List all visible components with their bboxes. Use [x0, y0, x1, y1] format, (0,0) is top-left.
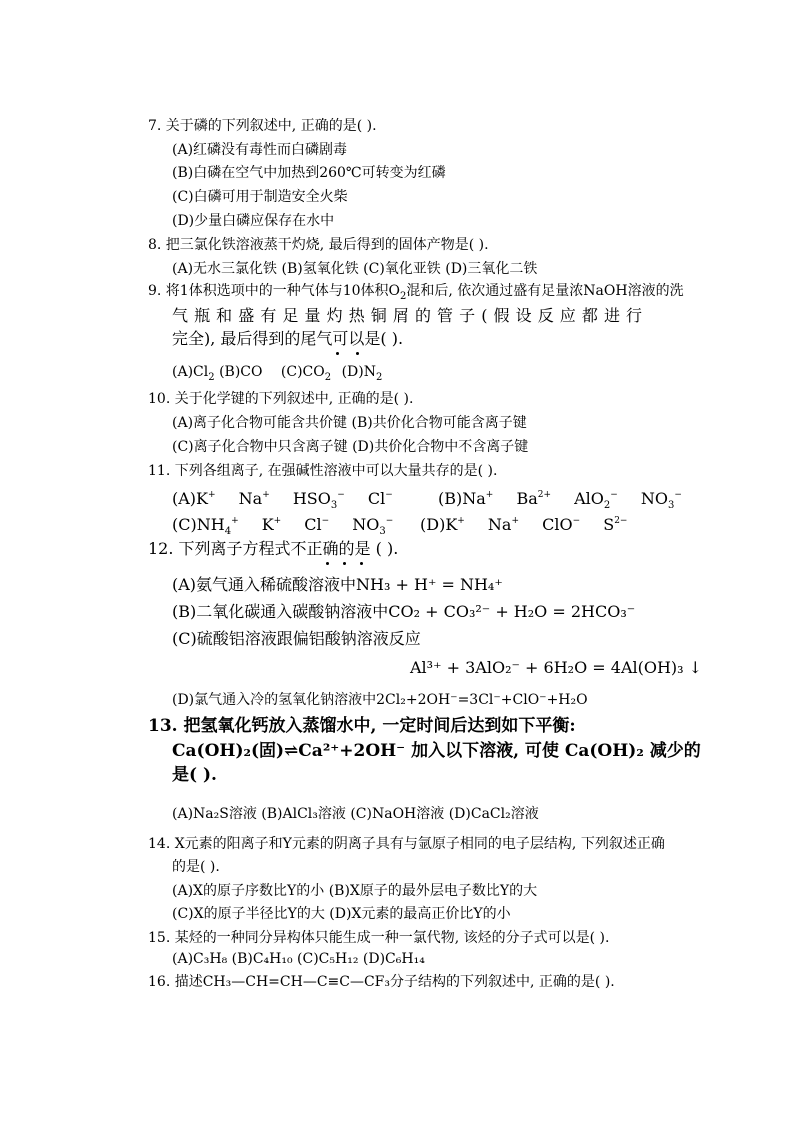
q16-stem: 16. 描述CH₃—CH=CH—C≡C—CF₃分子结构的下列叙述中, 正确的是( ). — [148, 974, 615, 990]
q13-stem: 13. 把氢氧化钙放入蒸馏水中, 一定时间后达到如下平衡: — [148, 716, 576, 736]
q13-equation: Ca(OH)₂(固)⇌Ca²⁺+2OH⁻ 加入以下溶液, 可使 Ca(OH)₂ 减少的 — [172, 741, 701, 761]
q12-option-b: (B)二氧化碳通入碳酸钠溶液中CO₂ + CO₃²⁻ + H₂O = 2HCO₃⁻ — [172, 602, 636, 621]
q9-stem: 9. 将1体积选项中的一种气体与10体积$O_2$混和后, 依次通过盛有足量浓NaOH溶液的洗 — [148, 283, 684, 302]
q9-options: $(A)Cl_2$ (B)CO $(C)CO_2$ $(D)N_2$ — [172, 364, 383, 383]
q12-option-d: (D)氯气通入冷的氢氧化钠溶液中2Cl₂+2OH⁻=3Cl⁻+ClO⁻+H₂O — [172, 692, 588, 708]
q11-option-a: (A)K+ Na+ $HSO_3^-$ Cl− — [172, 489, 393, 511]
emphasis-dot — [336, 352, 339, 355]
q13-options: (A)Na₂S溶液 (B)AlCl₃溶液 (C)NaOH溶液 (D)CaCl₂溶液 — [172, 806, 539, 822]
q14-stem: 14. X元素的阳离子和Y元素的阴离子具有与氩原子相同的电子层结构, 下列叙述正确 — [148, 836, 665, 852]
q15-stem: 15. 某烃的一种同分异构体只能生成一种一氯代物, 该烃的分子式可以是( ). — [148, 930, 610, 946]
q11-option-c: $(C)NH_4^+$ K+ Cl− $NO_3^-$ — [172, 515, 394, 537]
q13-tail: 是( ). — [172, 765, 217, 785]
q10-options-cd: (C)离子化合物中只含离子键 (D)共价化合物中不含离子键 — [172, 439, 529, 455]
q14-options-ab: (A)X的原子序数比Y的小 (B)X原子的最外层电子数比Y的大 — [172, 883, 538, 899]
q11-option-b: (B)Na+ $Ba^{2+}$ AlO$_2$− $NO_3^-$ — [438, 489, 682, 511]
q7-option-c: (C)白磷可用于制造安全火柴 — [172, 189, 348, 205]
emphasis-dot — [360, 562, 363, 565]
emphasis-dot — [343, 562, 346, 565]
q7-option-d: (D)少量白磷应保存在水中 — [172, 213, 335, 229]
q12-option-c-equation: Al³⁺ + 3AlO₂⁻ + 6H₂O = 4Al(OH)₃ ↓ — [410, 658, 703, 677]
q12-option-c: (C)硫酸铝溶液跟偏铝酸钠溶液反应 — [172, 629, 421, 648]
q12-stem: 12. 下列离子方程式不正确的是 ( ). — [148, 539, 399, 558]
q9-line2: 气 瓶 和 盛 有 足 量 灼 热 铜 屑 的 管 子 ( 假 设 反 应 都 进 行 — [172, 306, 643, 325]
q14-options-cd: (C)X的原子半径比Y的大 (D)X元素的最高正价比Y的小 — [172, 906, 511, 922]
q7-stem: 7. 关于磷的下列叙述中, 正确的是( ). — [148, 118, 377, 134]
q9-line3: 完全), 最后得到的尾气可以是( ). — [172, 329, 404, 348]
q8-stem: 8. 把三氯化铁溶液蒸干灼烧, 最后得到的固体产物是( ). — [148, 237, 489, 253]
q11-stem: 11. 下列各组离子, 在强碱性溶液中可以大量共存的是( ). — [148, 463, 498, 479]
q11-option-d: (D)K+ Na+ ClO− $S^{2-}$ — [420, 515, 628, 534]
emphasis-dot — [326, 562, 329, 565]
emphasis-dot — [356, 352, 359, 355]
q8-options: (A)无水三氯化铁 (B)氢氧化铁 (C)氧化亚铁 (D)三氧化二铁 — [172, 261, 538, 277]
q10-options-ab: (A)离子化合物可能含共价键 (B)共价化合物可能含离子键 — [172, 415, 527, 431]
q10-stem: 10. 关于化学键的下列叙述中, 正确的是( ). — [148, 391, 414, 407]
q7-option-a: (A)红磷没有毒性而白磷剧毒 — [172, 142, 348, 158]
q15-options: (A)C₃H₈ (B)C₄H₁₀ (C)C₅H₁₂ (D)C₆H₁₄ — [172, 951, 425, 967]
q7-option-b: (B)白磷在空气中加热到260℃可转变为红磷 — [172, 165, 446, 181]
q12-option-a: (A)氨气通入稀硫酸溶液中NH₃ + H⁺ = NH₄⁺ — [172, 575, 503, 594]
q14-stem-cont: 的是( ). — [172, 859, 220, 875]
